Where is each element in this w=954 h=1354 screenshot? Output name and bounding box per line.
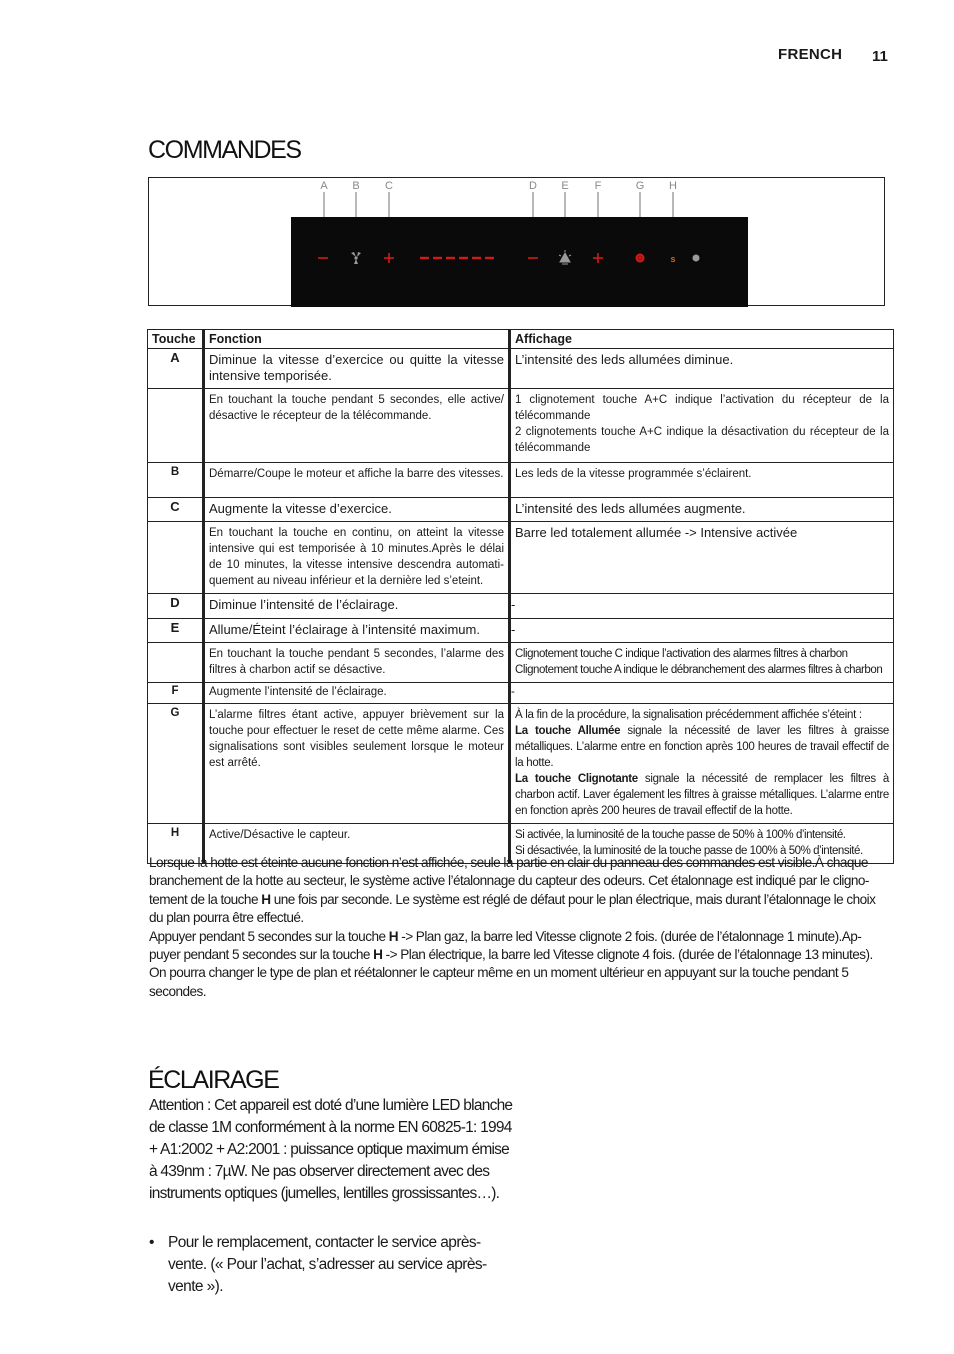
filter-alarm-icon: [636, 254, 645, 263]
row-display: [510, 643, 894, 683]
panel-letter-a: A: [320, 180, 328, 192]
display-bold-allumee: La touche Allumée: [515, 725, 621, 737]
row-display: L’intensité des leds allumées augmente.: [510, 498, 894, 522]
table-row: [148, 498, 894, 522]
row-function: Diminue la vitesse d’exercice ou quitte la vitesse intensive temporisée.: [204, 349, 510, 389]
row-key: F: [148, 683, 204, 704]
table-row: [148, 619, 894, 643]
row-function: Diminue l’intensité de l’éclairage.: [204, 594, 510, 619]
sensor-s-icon: s: [670, 254, 676, 264]
header-language: FRENCH: [778, 46, 843, 63]
section-title-eclairage: ÉCLAIRAGE: [148, 1066, 279, 1094]
panel-letter-d: D: [529, 180, 537, 192]
row-display: -: [510, 683, 894, 704]
section-title-commandes: COMMANDES: [148, 136, 301, 164]
control-panel-figure: [148, 177, 885, 306]
control-panel-drawing: [149, 178, 886, 307]
display-bold-clignotante: La touche Clignotante: [515, 773, 638, 785]
row-key: C: [148, 498, 204, 522]
table-row: [148, 683, 894, 704]
display-line: 1 clignotement touche A+C indique l’activation du récepteur de la télécommande: [515, 394, 889, 422]
display-intro: À la fin de la procédure, la signalisation précédemment affichée s’éteint :: [515, 709, 862, 721]
row-display: -: [510, 619, 894, 643]
row-key: E: [148, 619, 204, 643]
row-function: Active/Désactive le capteur.: [204, 824, 510, 864]
display-line: Si désactivée, la luminosité de la touche passe de 100% à 50% d’intensité.: [515, 845, 863, 857]
table-row: [148, 594, 894, 619]
table-header-affichage: Affichage: [510, 330, 894, 349]
panel-letter-h: H: [669, 180, 677, 192]
row-key: [148, 522, 204, 594]
table-row: [148, 389, 894, 463]
row-key: G: [148, 704, 204, 824]
table-row: [148, 522, 894, 594]
display-line: 2 clignotements touche A+C indique la désactivation du récepteur de la télécommande: [515, 426, 889, 454]
row-key: B: [148, 463, 204, 498]
panel-letter-e: E: [561, 180, 569, 192]
row-display: [510, 389, 894, 463]
standby-dot-icon: [693, 255, 700, 262]
row-display: [510, 704, 894, 824]
row-display: Les leds de la vitesse programmée s’éclairent.: [510, 463, 894, 498]
row-key: [148, 643, 204, 683]
bullet-symbol: •: [149, 1234, 154, 1251]
panel-letter-b: B: [352, 180, 360, 192]
key-h-bold: H: [388, 928, 398, 944]
panel-letter-g: G: [635, 180, 645, 192]
row-function: Augmente la vitesse d’exercice.: [204, 498, 510, 522]
commands-table: [147, 329, 894, 864]
display-line: Si activée, la luminosité de la touche passe de 50% à 100% d’intensité.: [515, 829, 846, 841]
table-row: [148, 643, 894, 683]
key-h-bold: H: [373, 947, 383, 963]
row-function: En touchant la touche pendant 5 secondes, l’alarme des filtres à charbon actif se désactive.: [204, 643, 510, 683]
table-row: [148, 463, 894, 498]
bullet-text: Pour le remplacement, contacter le service après-vente. (« Pour l’achat, s’adresser au service après-vente »).: [168, 1234, 487, 1295]
row-function: L’alarme filtres étant active, appuyer brièvement sur la touche pour effectuer le reset de cette même alarme. Ces signalisations sont visibles seulement lorsque le moteur est arrêté.: [204, 704, 510, 824]
panel-letter-f: F: [594, 180, 602, 192]
table-header-fonction: Fonction: [204, 330, 510, 349]
eclairage-warning-text: Attention : Cet appareil est doté d’une lumière LED blanche de classe 1M conformément à la norme EN 60825-1: 1994 + A1:2002 + A2:2001 : puissance optique maximum émise à 439nm : 7µW. Ne pas observer directement avec des instruments optiques (jumelles, lentilles grossissantes…).: [149, 1097, 513, 1202]
row-display: Barre led totalement allumée -> Intensive activée: [510, 522, 894, 594]
row-key: H: [148, 824, 204, 864]
panel-glass: [291, 217, 748, 307]
display-line: Clignotement touche C indique l’activation des alarmes filtres à charbon: [515, 648, 848, 660]
row-key: D: [148, 594, 204, 619]
key-h-bold: H: [261, 891, 271, 907]
row-function: En touchant la touche en continu, on atteint la vitesse intensive qui est temporisée à 10 minutes.Après le délai de 10 minutes, la vitesse intensive descendra automati- quement au niveau inférieur et la dernière led s’eteint.: [204, 522, 510, 594]
row-display: L’intensité des leds allumées diminue.: [510, 349, 894, 389]
row-function: En touchant la touche pendant 5 secondes, elle active/ désactive le récepteur de la télécommande.: [204, 389, 510, 463]
table-row: [148, 349, 894, 389]
row-key: [148, 389, 204, 463]
display-text: signale la nécessité de remplacer les filtres à charbon actif. Laver également les filtres à graisse métalliques. L’alarme entre en fonction après 200 heures de travail effectif de la hotte.: [515, 773, 889, 817]
display-text: signale la nécessité de laver les filtres à graisse métalliques. L’alarme entre en fonction après 100 heures de travail effectif de la hotte.: [515, 725, 890, 769]
row-function: Démarre/Coupe le moteur et affiche la barre des vitesses.: [204, 463, 510, 498]
row-display: -: [510, 594, 894, 619]
row-function: Augmente l’intensité de l’éclairage.: [204, 683, 510, 704]
row-key: A: [148, 349, 204, 389]
table-row: [148, 704, 894, 824]
panel-letter-c: C: [385, 180, 393, 192]
page-number: 11: [872, 48, 888, 65]
display-line: Clignotement touche A indique le débranchement des alarmes filtres à charbon: [515, 664, 883, 676]
row-function: Allume/Éteint l’éclairage à l’intensité maximum.: [204, 619, 510, 643]
table-header-touche: Touche: [148, 330, 204, 349]
calibration-paragraph: Lorsque la hotte est éteinte aucune fonction n’est affichée, seule la partie en clair du panneau des commandes est visible.À chaque branchement de la hotte au secteur, le système active l’étalonnage du capteur des odeurs. Cet étalonnage est indiqué par le cligno- tement de la touche H une fois par seconde. Le système est réglé de défaut pour le plan électrique, mais durant l’étalonnage le choix du plan pourra être effectué. Appuyer pendant 5 secondes sur la touche H -> Plan gaz, la barre led Vitesse clignote 2 fois. (durée de l’étalonnage 1 minute).Ap- puyer pendant 5 secondes sur la touche H -> Plan électrique, la barre led Vitesse clignote 4 fois. (durée de l’étalonnage 13 minutes). On pourra changer le type de plan et réétalonner le capteur même en un moment ultérieur en appuyant sur la touche pendant 5 secondes.: [149, 855, 876, 999]
